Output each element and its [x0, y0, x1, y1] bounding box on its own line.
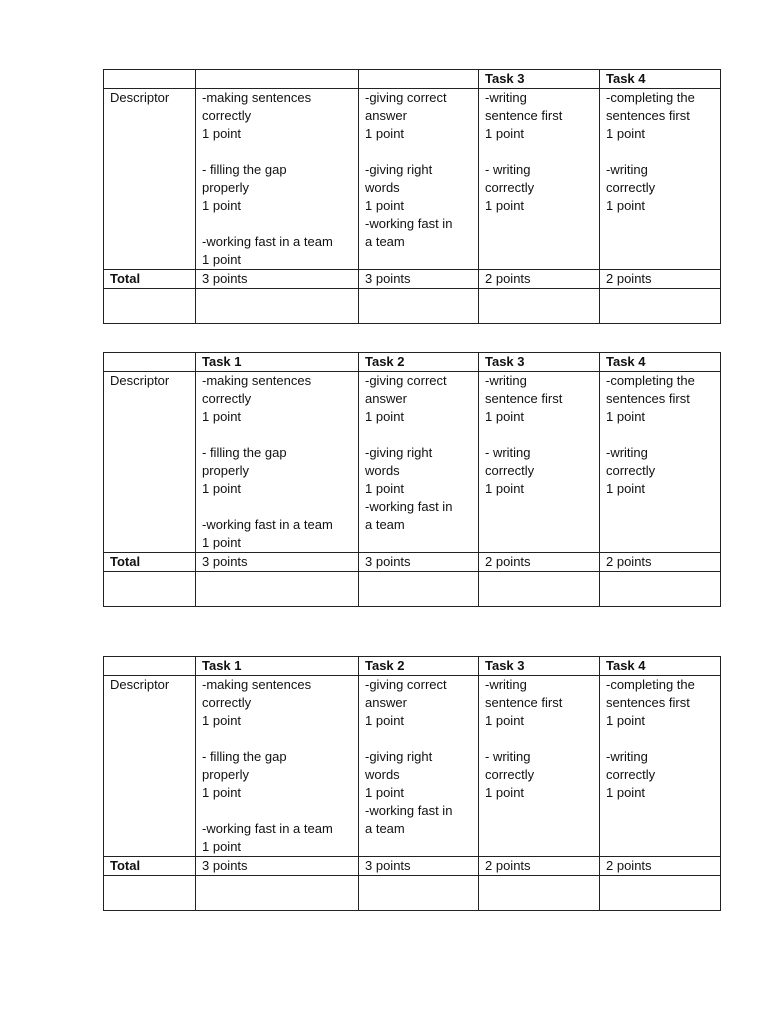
- header-row: [104, 353, 721, 372]
- header-task-4: Task 4: [600, 353, 721, 372]
- descriptor-task-3: -writing sentence first 1 point - writing correctly 1 point: [479, 676, 600, 857]
- blank-cell: [600, 876, 721, 911]
- descriptor-task-1: -making sentences correctly 1 point - filling the gap properly 1 point -working fast in a team 1 point: [196, 89, 359, 270]
- header-corner-cell: [104, 657, 196, 676]
- header-corner-cell: [104, 70, 196, 89]
- descriptor-task-4: -completing the sentences first 1 point -writing correctly 1 point: [600, 372, 721, 553]
- descriptor-task-2: -giving correct answer 1 point -giving right words 1 point -working fast in a team: [359, 89, 479, 270]
- header-task-3: Task 3: [479, 353, 600, 372]
- header-task-1: [196, 70, 359, 89]
- header-task-2: Task 2: [359, 657, 479, 676]
- header-task-4: Task 4: [600, 657, 721, 676]
- blank-cell: [359, 289, 479, 324]
- descriptor-task-2: -giving correct answer 1 point -giving right words 1 point -working fast in a team: [359, 676, 479, 857]
- header-task-1: Task 1: [196, 657, 359, 676]
- descriptor-label: Descriptor: [104, 89, 196, 270]
- descriptor-task-1: -making sentences correctly 1 point - filling the gap properly 1 point -working fast in a team 1 point: [196, 372, 359, 553]
- total-task-3: 2 points: [479, 553, 600, 572]
- rubric-table-3: [103, 656, 721, 911]
- rubric-table-1: [103, 69, 721, 324]
- rubric-table-2: [103, 352, 721, 607]
- blank-cell: [196, 289, 359, 324]
- blank-cell: [196, 876, 359, 911]
- descriptor-label: Descriptor: [104, 372, 196, 553]
- descriptor-label: Descriptor: [104, 676, 196, 857]
- blank-row: [104, 876, 721, 911]
- header-task-3: Task 3: [479, 70, 600, 89]
- header-task-1: Task 1: [196, 353, 359, 372]
- total-task-1: 3 points: [196, 857, 359, 876]
- total-row: [104, 270, 721, 289]
- descriptor-row: [104, 676, 721, 857]
- total-label: Total: [104, 270, 196, 289]
- blank-cell: [359, 876, 479, 911]
- total-task-3: 2 points: [479, 270, 600, 289]
- total-task-2: 3 points: [359, 553, 479, 572]
- blank-cell: [196, 572, 359, 607]
- total-task-2: 3 points: [359, 857, 479, 876]
- blank-cell: [479, 876, 600, 911]
- total-row: [104, 857, 721, 876]
- blank-cell: [600, 572, 721, 607]
- descriptor-task-3: -writing sentence first 1 point - writing correctly 1 point: [479, 89, 600, 270]
- total-task-2: 3 points: [359, 270, 479, 289]
- blank-cell: [479, 289, 600, 324]
- blank-cell: [104, 289, 196, 324]
- header-row: [104, 657, 721, 676]
- descriptor-task-1: -making sentences correctly 1 point - filling the gap properly 1 point -working fast in a team 1 point: [196, 676, 359, 857]
- total-task-4: 2 points: [600, 857, 721, 876]
- descriptor-task-4: -completing the sentences first 1 point -writing correctly 1 point: [600, 676, 721, 857]
- total-row: [104, 553, 721, 572]
- blank-cell: [104, 876, 196, 911]
- total-task-4: 2 points: [600, 553, 721, 572]
- descriptor-task-3: -writing sentence first 1 point - writing correctly 1 point: [479, 372, 600, 553]
- header-task-3: Task 3: [479, 657, 600, 676]
- header-task-4: Task 4: [600, 70, 721, 89]
- descriptor-task-4: -completing the sentences first 1 point -writing correctly 1 point: [600, 89, 721, 270]
- header-task-2: Task 2: [359, 353, 479, 372]
- blank-cell: [359, 572, 479, 607]
- blank-cell: [104, 572, 196, 607]
- total-label: Total: [104, 857, 196, 876]
- blank-cell: [479, 572, 600, 607]
- total-label: Total: [104, 553, 196, 572]
- total-task-4: 2 points: [600, 270, 721, 289]
- descriptor-task-2: -giving correct answer 1 point -giving right words 1 point -working fast in a team: [359, 372, 479, 553]
- header-corner-cell: [104, 353, 196, 372]
- blank-row: [104, 572, 721, 607]
- descriptor-row: [104, 372, 721, 553]
- header-row: [104, 70, 721, 89]
- header-task-2: [359, 70, 479, 89]
- blank-row: [104, 289, 721, 324]
- total-task-1: 3 points: [196, 553, 359, 572]
- total-task-1: 3 points: [196, 270, 359, 289]
- blank-cell: [600, 289, 721, 324]
- total-task-3: 2 points: [479, 857, 600, 876]
- descriptor-row: [104, 89, 721, 270]
